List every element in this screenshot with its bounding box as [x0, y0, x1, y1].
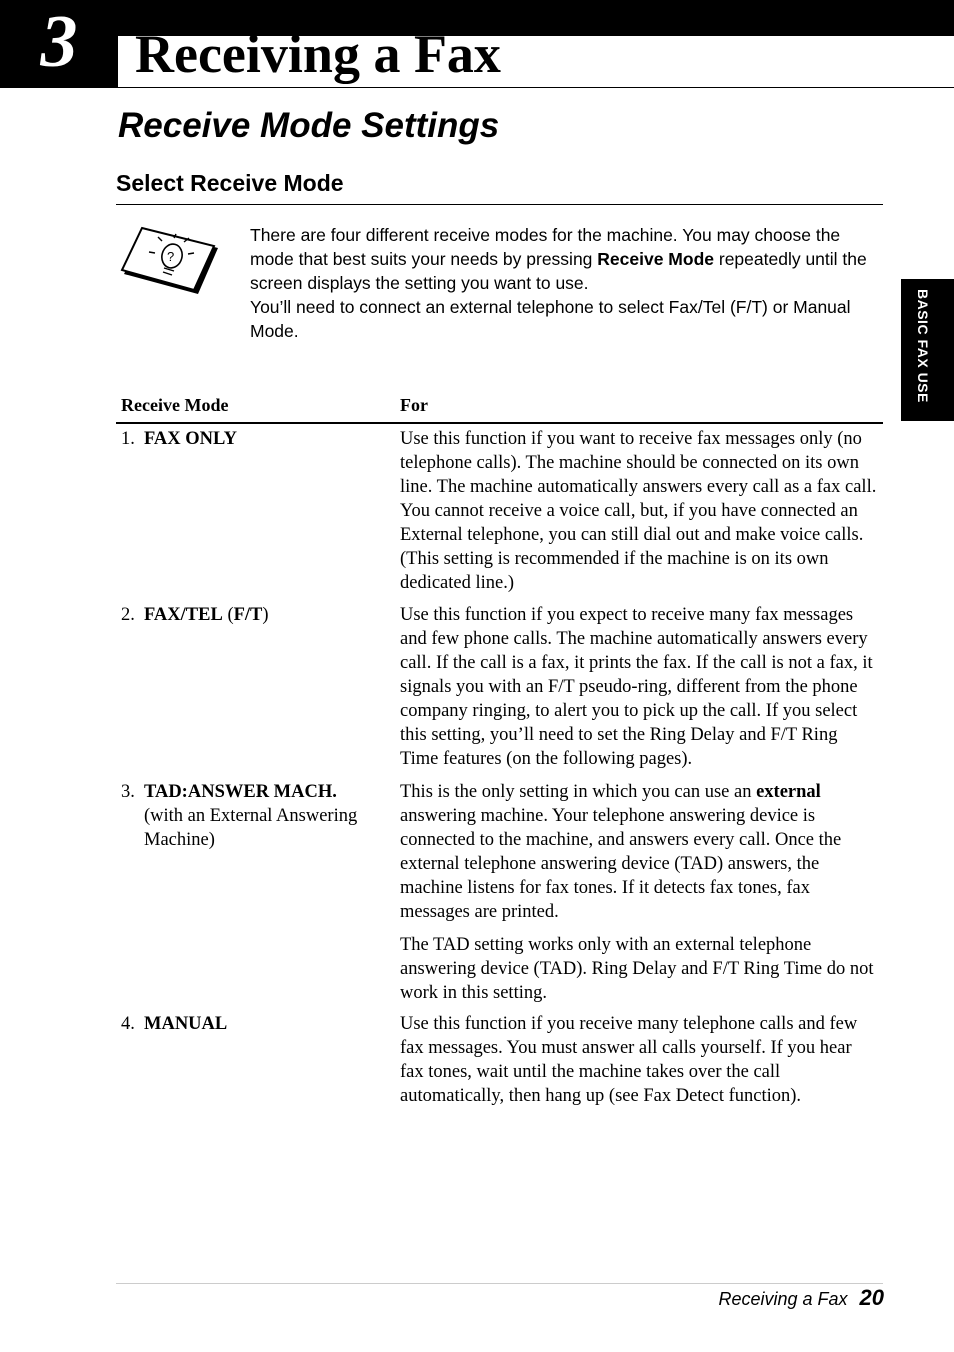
intro-text [250, 223, 880, 343]
svg-text:?: ? [167, 249, 175, 264]
mode-note: (with an External Answering Machine) [144, 806, 358, 850]
side-tab-label: BASIC FAX USE [915, 289, 931, 403]
page-footer [718, 1284, 884, 1313]
mode-description: Use this function if you receive many telephone calls and few fax messages. You must answer all calls yourself. If you hear fax tones, wait until the machine takes over the call automatically, then hang up (see Fax Detect function). [400, 1014, 858, 1106]
table-header-rule [116, 422, 883, 424]
subsection-rule [116, 204, 883, 205]
row-number: 2. [121, 605, 135, 625]
receive-mode-key: Receive Mode [597, 249, 714, 269]
chapter-title-rule [118, 87, 954, 88]
column-header-receive-mode: Receive Mode [121, 395, 229, 415]
row-number: 1. [121, 429, 135, 449]
chapter-title: Receiving a Fax [135, 24, 501, 84]
row-number: 3. [121, 782, 135, 802]
column-header-for: For [400, 395, 428, 415]
mode-description: Use this function if you want to receive fax messages only (no telephone calls). The machine should be connected on its own line. The machine automatically answers every call as a fax call. You cannot receive a voice call, but, if you have connected an External telephone, you can still dial out and make voice calls. (This setting is recommended if the machine is on its own dedicated line.) [400, 429, 877, 593]
mode-name: MANUAL [144, 1014, 228, 1034]
mode-name: FAX/TEL (F/T) [144, 605, 269, 625]
mode-name: TAD:ANSWER MACH. (with an External Answering Machine) [144, 782, 358, 850]
chapter-number-block [0, 0, 118, 88]
intro-paragraph-1: There are four different receive modes for the machine. You may choose the mode that best suits your needs by pressing Receive Mode repeatedly until the screen displays the setting you want to use. [250, 225, 867, 293]
mode-description: This is the only setting in which you can use an external answering machine. Your telephone answering device is connected to the machine, and answers every call. Once the external telephone answering device (TAD) answers, the machine listens for fax tones. If it detects fax tones, fax messages are printed. The TAD setting works only with an external telephone answering device (TAD). Ring Delay and F/T Ring Time do not work in this setting. [400, 782, 874, 1003]
section-title: Receive Mode Settings [118, 106, 500, 145]
page-number: 20 [859, 1285, 884, 1310]
lightbulb-note-icon [120, 226, 220, 298]
mode-description: Use this function if you expect to receive many fax messages and few phone calls. The machine automatically answers every call. If the call is a fax, it prints the fax. If the call is not a fax, it signals you with an F/T pseudo-ring, different from the phone company ringing, to alert you to pick up the call. If you select this setting, you’ll need to set the Ring Delay and F/T Ring Time features (on the following pages). [400, 605, 873, 769]
side-tab [901, 279, 954, 421]
chapter-number: 3 [40, 1, 78, 83]
mode-name: FAX ONLY [144, 429, 238, 449]
intro-paragraph-2: You’ll need to connect an external telephone to select Fax/Tel (F/T) or Manual Mode. [250, 297, 851, 341]
subsection-title: Select Receive Mode [116, 170, 344, 196]
footer-text: Receiving a Fax [718, 1289, 848, 1309]
row-number: 4. [121, 1014, 135, 1034]
